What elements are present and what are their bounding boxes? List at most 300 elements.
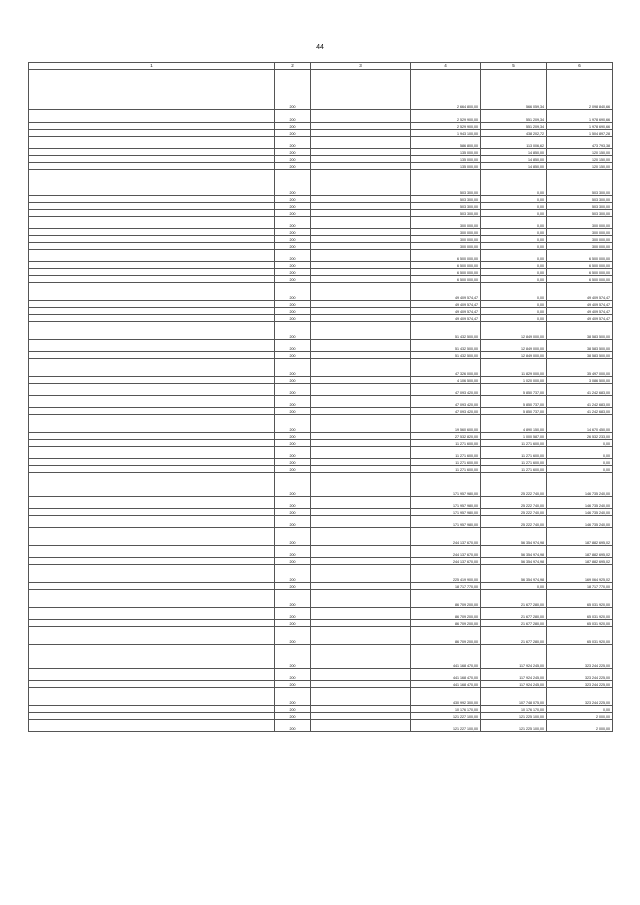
cell-approved: 503 300,00 xyxy=(411,203,481,210)
cell-executed: 0,00 xyxy=(481,283,547,301)
cell-description xyxy=(29,440,275,447)
cell-line-code: 200 xyxy=(275,352,311,359)
cell-line-code: 200 xyxy=(275,688,311,706)
cell-remaining: 2 000,00 xyxy=(547,720,613,732)
cell-classification-code xyxy=(311,713,411,720)
cell-remaining: 0,00 xyxy=(547,440,613,447)
cell-line-code: 200 xyxy=(275,203,311,210)
cell-remaining: 35 497 000,00 xyxy=(547,359,613,377)
cell-classification-code xyxy=(311,170,411,196)
cell-executed: 0,00 xyxy=(481,269,547,276)
cell-description xyxy=(29,352,275,359)
table-row xyxy=(29,137,613,149)
cell-description xyxy=(29,509,275,516)
cell-remaining: 38 583 500,00 xyxy=(547,340,613,352)
cell-classification-code xyxy=(311,583,411,590)
cell-classification-code xyxy=(311,377,411,384)
cell-description xyxy=(29,203,275,210)
cell-line-code: 200 xyxy=(275,229,311,236)
cell-description xyxy=(29,706,275,713)
cell-description xyxy=(29,236,275,243)
table-row xyxy=(29,608,613,620)
cell-executed: 14 850,00 xyxy=(481,149,547,156)
cell-remaining: 6 500 000,00 xyxy=(547,262,613,269)
cell-description xyxy=(29,415,275,433)
cell-remaining: 65 031 920,00 xyxy=(547,590,613,608)
cell-line-code: 200 xyxy=(275,608,311,620)
cell-executed: 25 222 740,00 xyxy=(481,509,547,516)
cell-description xyxy=(29,269,275,276)
table-row xyxy=(29,415,613,433)
cell-remaining: 3 086 500,00 xyxy=(547,377,613,384)
cell-remaining: 187 882 695,02 xyxy=(547,558,613,565)
cell-classification-code xyxy=(311,565,411,583)
cell-line-code: 200 xyxy=(275,466,311,473)
cell-description xyxy=(29,720,275,732)
cell-classification-code xyxy=(311,156,411,163)
cell-approved: 4 106 500,00 xyxy=(411,377,481,384)
cell-classification-code xyxy=(311,546,411,558)
cell-description xyxy=(29,447,275,459)
cell-approved: 503 300,00 xyxy=(411,210,481,217)
cell-executed: 121 225 100,00 xyxy=(481,720,547,732)
cell-classification-code xyxy=(311,408,411,415)
cell-remaining: 323 244 225,00 xyxy=(547,645,613,669)
cell-line-code: 200 xyxy=(275,583,311,590)
table-row xyxy=(29,377,613,384)
cell-approved: 51 432 500,00 xyxy=(411,352,481,359)
cell-line-code: 200 xyxy=(275,558,311,565)
cell-description xyxy=(29,466,275,473)
cell-description xyxy=(29,688,275,706)
header-cell-remaining: 6 xyxy=(547,63,613,70)
cell-classification-code xyxy=(311,308,411,315)
cell-line-code: 200 xyxy=(275,130,311,137)
cell-remaining: 323 244 225,00 xyxy=(547,669,613,681)
cell-approved: 49 409 574,47 xyxy=(411,283,481,301)
cell-description xyxy=(29,262,275,269)
cell-executed: 12 849 000,00 xyxy=(481,322,547,340)
cell-executed: 5 850 737,00 xyxy=(481,396,547,408)
table-row xyxy=(29,156,613,163)
cell-description xyxy=(29,243,275,250)
table-row xyxy=(29,359,613,377)
cell-approved: 6 500 000,00 xyxy=(411,262,481,269)
cell-description xyxy=(29,210,275,217)
cell-description xyxy=(29,546,275,558)
cell-remaining: 65 031 920,00 xyxy=(547,608,613,620)
cell-description xyxy=(29,565,275,583)
cell-remaining: 503 300,00 xyxy=(547,203,613,210)
cell-approved: 47 326 000,00 xyxy=(411,359,481,377)
cell-remaining: 49 409 574,47 xyxy=(547,301,613,308)
cell-line-code: 200 xyxy=(275,447,311,459)
cell-classification-code xyxy=(311,196,411,203)
table-row xyxy=(29,283,613,301)
table-row xyxy=(29,706,613,713)
cell-description xyxy=(29,301,275,308)
table-row xyxy=(29,565,613,583)
cell-remaining: 49 409 574,47 xyxy=(547,283,613,301)
cell-approved: 300 000,00 xyxy=(411,236,481,243)
cell-description xyxy=(29,110,275,123)
cell-classification-code xyxy=(311,466,411,473)
cell-executed: 10 176 170,00 xyxy=(481,706,547,713)
table-row xyxy=(29,440,613,447)
cell-classification-code xyxy=(311,528,411,546)
header-cell-line-code: 2 xyxy=(275,63,311,70)
cell-approved: 86 709 200,00 xyxy=(411,590,481,608)
cell-remaining: 300 000,00 xyxy=(547,236,613,243)
cell-remaining: 146 735 240,00 xyxy=(547,497,613,509)
cell-remaining: 18 717 770,00 xyxy=(547,583,613,590)
cell-description xyxy=(29,156,275,163)
table-row xyxy=(29,70,613,110)
cell-executed: 5 850 737,00 xyxy=(481,408,547,415)
cell-executed: 56 354 974,98 xyxy=(481,558,547,565)
cell-remaining: 1 504 897,28 xyxy=(547,130,613,137)
cell-approved: 18 717 770,00 xyxy=(411,583,481,590)
cell-remaining: 120 150,00 xyxy=(547,156,613,163)
cell-classification-code xyxy=(311,301,411,308)
cell-description xyxy=(29,459,275,466)
cell-line-code: 200 xyxy=(275,137,311,149)
table-row xyxy=(29,583,613,590)
cell-classification-code xyxy=(311,276,411,283)
table-row xyxy=(29,528,613,546)
cell-executed: 0,00 xyxy=(481,243,547,250)
cell-executed: 25 222 740,00 xyxy=(481,497,547,509)
cell-remaining: 503 300,00 xyxy=(547,210,613,217)
cell-executed: 121 225 100,00 xyxy=(481,713,547,720)
cell-line-code: 200 xyxy=(275,322,311,340)
cell-executed: 551 209,34 xyxy=(481,123,547,130)
cell-description xyxy=(29,590,275,608)
table-row xyxy=(29,681,613,688)
cell-approved: 6 500 000,00 xyxy=(411,269,481,276)
cell-line-code: 200 xyxy=(275,713,311,720)
cell-line-code: 200 xyxy=(275,276,311,283)
cell-description xyxy=(29,669,275,681)
cell-description xyxy=(29,308,275,315)
table-row xyxy=(29,620,613,627)
table-row xyxy=(29,163,613,170)
cell-executed: 113 006,62 xyxy=(481,137,547,149)
cell-executed: 25 222 740,00 xyxy=(481,516,547,528)
cell-executed: 21 677 280,00 xyxy=(481,608,547,620)
cell-classification-code xyxy=(311,384,411,396)
table-row xyxy=(29,262,613,269)
cell-description xyxy=(29,583,275,590)
cell-approved: 441 168 470,00 xyxy=(411,669,481,681)
cell-remaining: 49 409 574,47 xyxy=(547,308,613,315)
cell-classification-code xyxy=(311,236,411,243)
cell-description xyxy=(29,516,275,528)
cell-executed: 56 354 974,98 xyxy=(481,546,547,558)
cell-description xyxy=(29,497,275,509)
cell-approved: 2 529 900,00 xyxy=(411,123,481,130)
table-row xyxy=(29,645,613,669)
cell-line-code: 200 xyxy=(275,149,311,156)
cell-remaining: 473 793,38 xyxy=(547,137,613,149)
cell-line-code: 200 xyxy=(275,110,311,123)
cell-description xyxy=(29,713,275,720)
cell-approved: 586 800,00 xyxy=(411,137,481,149)
cell-executed: 0,00 xyxy=(481,250,547,262)
cell-executed: 5 850 737,00 xyxy=(481,384,547,396)
cell-executed: 11 829 000,00 xyxy=(481,359,547,377)
cell-description xyxy=(29,558,275,565)
cell-classification-code xyxy=(311,352,411,359)
cell-executed: 107 748 075,00 xyxy=(481,688,547,706)
cell-executed: 0,00 xyxy=(481,210,547,217)
cell-approved: 121 227 100,00 xyxy=(411,720,481,732)
cell-classification-code xyxy=(311,283,411,301)
table-row xyxy=(29,627,613,645)
cell-executed: 1 000 587,00 xyxy=(481,433,547,440)
cell-approved: 171 957 980,00 xyxy=(411,516,481,528)
cell-approved: 11 271 600,00 xyxy=(411,440,481,447)
cell-approved: 430 992 300,00 xyxy=(411,688,481,706)
cell-line-code: 200 xyxy=(275,590,311,608)
cell-line-code: 200 xyxy=(275,359,311,377)
cell-line-code: 200 xyxy=(275,269,311,276)
table-row xyxy=(29,340,613,352)
table-row xyxy=(29,130,613,137)
cell-remaining: 2 000,00 xyxy=(547,713,613,720)
cell-classification-code xyxy=(311,706,411,713)
cell-remaining: 6 500 000,00 xyxy=(547,250,613,262)
cell-line-code: 200 xyxy=(275,516,311,528)
cell-approved: 47 093 420,00 xyxy=(411,408,481,415)
cell-executed: 11 271 600,00 xyxy=(481,459,547,466)
cell-line-code: 200 xyxy=(275,163,311,170)
cell-remaining: 503 300,00 xyxy=(547,170,613,196)
cell-approved: 47 093 420,00 xyxy=(411,384,481,396)
table-row xyxy=(29,123,613,130)
cell-remaining: 1 978 690,66 xyxy=(547,123,613,130)
cell-classification-code xyxy=(311,149,411,156)
table-row xyxy=(29,315,613,322)
table-row xyxy=(29,301,613,308)
cell-description xyxy=(29,528,275,546)
table-row xyxy=(29,203,613,210)
table-row xyxy=(29,269,613,276)
cell-classification-code xyxy=(311,415,411,433)
cell-executed: 117 924 245,00 xyxy=(481,681,547,688)
cell-approved: 86 709 200,00 xyxy=(411,627,481,645)
cell-executed: 117 924 245,00 xyxy=(481,645,547,669)
cell-executed: 0,00 xyxy=(481,196,547,203)
cell-executed: 0,00 xyxy=(481,583,547,590)
table-row xyxy=(29,276,613,283)
cell-approved: 441 168 470,00 xyxy=(411,681,481,688)
table-row xyxy=(29,497,613,509)
cell-description xyxy=(29,433,275,440)
cell-executed: 11 271 600,00 xyxy=(481,447,547,459)
cell-executed: 0,00 xyxy=(481,301,547,308)
cell-classification-code xyxy=(311,262,411,269)
table-row xyxy=(29,229,613,236)
cell-classification-code xyxy=(311,440,411,447)
cell-approved: 11 271 600,00 xyxy=(411,459,481,466)
cell-classification-code xyxy=(311,203,411,210)
cell-remaining: 6 500 000,00 xyxy=(547,269,613,276)
cell-executed: 0,00 xyxy=(481,315,547,322)
cell-description xyxy=(29,137,275,149)
cell-remaining: 146 735 240,00 xyxy=(547,509,613,516)
cell-executed: 56 354 974,98 xyxy=(481,565,547,583)
cell-line-code: 200 xyxy=(275,210,311,217)
table-row xyxy=(29,713,613,720)
table-row xyxy=(29,217,613,229)
cell-line-code: 200 xyxy=(275,396,311,408)
cell-remaining: 146 735 240,00 xyxy=(547,516,613,528)
cell-classification-code xyxy=(311,359,411,377)
table-row xyxy=(29,546,613,558)
cell-remaining: 146 735 240,00 xyxy=(547,473,613,497)
cell-approved: 135 000,00 xyxy=(411,149,481,156)
cell-classification-code xyxy=(311,509,411,516)
cell-approved: 49 409 574,47 xyxy=(411,308,481,315)
cell-approved: 86 709 200,00 xyxy=(411,620,481,627)
table-row xyxy=(29,459,613,466)
cell-approved: 51 432 500,00 xyxy=(411,322,481,340)
table-row xyxy=(29,110,613,123)
cell-line-code: 200 xyxy=(275,645,311,669)
cell-executed: 11 271 600,00 xyxy=(481,440,547,447)
cell-approved: 51 432 500,00 xyxy=(411,340,481,352)
table-row xyxy=(29,466,613,473)
table-row xyxy=(29,243,613,250)
cell-approved: 49 409 574,47 xyxy=(411,315,481,322)
cell-approved: 244 137 670,00 xyxy=(411,528,481,546)
cell-description xyxy=(29,217,275,229)
table-row xyxy=(29,308,613,315)
cell-executed: 21 677 280,00 xyxy=(481,620,547,627)
cell-remaining: 300 000,00 xyxy=(547,229,613,236)
cell-line-code: 200 xyxy=(275,497,311,509)
cell-description xyxy=(29,123,275,130)
cell-approved: 244 137 670,00 xyxy=(411,558,481,565)
cell-remaining: 169 064 925,02 xyxy=(547,565,613,583)
cell-approved: 441 168 470,00 xyxy=(411,645,481,669)
cell-executed: 21 677 280,00 xyxy=(481,590,547,608)
cell-line-code: 200 xyxy=(275,283,311,301)
table-row xyxy=(29,210,613,217)
cell-line-code: 200 xyxy=(275,415,311,433)
cell-remaining: 323 244 225,00 xyxy=(547,681,613,688)
table-row xyxy=(29,509,613,516)
cell-approved: 49 409 574,47 xyxy=(411,301,481,308)
cell-remaining: 503 300,00 xyxy=(547,196,613,203)
cell-description xyxy=(29,608,275,620)
cell-classification-code xyxy=(311,110,411,123)
cell-classification-code xyxy=(311,497,411,509)
cell-executed: 0,00 xyxy=(481,308,547,315)
cell-line-code: 200 xyxy=(275,315,311,322)
cell-description xyxy=(29,163,275,170)
cell-approved: 11 271 600,00 xyxy=(411,466,481,473)
cell-approved: 1 943 100,00 xyxy=(411,130,481,137)
cell-classification-code xyxy=(311,433,411,440)
cell-classification-code xyxy=(311,217,411,229)
cell-approved: 19 560 600,00 xyxy=(411,415,481,433)
cell-line-code: 200 xyxy=(275,250,311,262)
cell-executed: 0,00 xyxy=(481,262,547,269)
cell-executed: 0,00 xyxy=(481,236,547,243)
cell-remaining: 0,00 xyxy=(547,459,613,466)
cell-description xyxy=(29,322,275,340)
cell-description xyxy=(29,70,275,110)
cell-description xyxy=(29,384,275,396)
cell-executed: 117 924 245,00 xyxy=(481,669,547,681)
table-row xyxy=(29,688,613,706)
cell-remaining: 300 000,00 xyxy=(547,217,613,229)
table-row xyxy=(29,236,613,243)
table-row xyxy=(29,558,613,565)
cell-approved: 121 227 100,00 xyxy=(411,713,481,720)
table-row xyxy=(29,447,613,459)
cell-executed: 1 020 000,00 xyxy=(481,377,547,384)
cell-remaining: 0,00 xyxy=(547,447,613,459)
header-cell-classification-code: 3 xyxy=(311,63,411,70)
cell-classification-code xyxy=(311,669,411,681)
cell-classification-code xyxy=(311,250,411,262)
cell-executed: 0,00 xyxy=(481,229,547,236)
cell-remaining: 41 242 683,00 xyxy=(547,396,613,408)
table-row xyxy=(29,408,613,415)
cell-executed: 551 209,34 xyxy=(481,110,547,123)
cell-remaining: 120 150,00 xyxy=(547,149,613,156)
cell-classification-code xyxy=(311,645,411,669)
cell-remaining: 6 500 000,00 xyxy=(547,276,613,283)
cell-executed: 0,00 xyxy=(481,276,547,283)
cell-remaining: 14 670 450,00 xyxy=(547,415,613,433)
page-number: 44 xyxy=(316,44,324,51)
cell-executed: 4 890 150,00 xyxy=(481,415,547,433)
cell-approved: 171 957 980,00 xyxy=(411,497,481,509)
cell-line-code: 200 xyxy=(275,706,311,713)
cell-remaining: 187 882 695,02 xyxy=(547,546,613,558)
cell-line-code: 200 xyxy=(275,123,311,130)
cell-classification-code xyxy=(311,315,411,322)
cell-line-code: 200 xyxy=(275,433,311,440)
cell-executed: 0,00 xyxy=(481,217,547,229)
cell-classification-code xyxy=(311,229,411,236)
header-cell-description: 1 xyxy=(29,63,275,70)
cell-classification-code xyxy=(311,269,411,276)
cell-approved: 300 000,00 xyxy=(411,217,481,229)
cell-classification-code xyxy=(311,608,411,620)
cell-remaining: 187 882 695,02 xyxy=(547,528,613,546)
cell-executed: 0,00 xyxy=(481,170,547,196)
cell-remaining: 65 031 920,00 xyxy=(547,627,613,645)
cell-line-code: 200 xyxy=(275,170,311,196)
cell-approved: 11 271 600,00 xyxy=(411,447,481,459)
cell-executed: 12 849 000,00 xyxy=(481,340,547,352)
cell-line-code: 200 xyxy=(275,459,311,466)
cell-approved: 171 957 980,00 xyxy=(411,473,481,497)
cell-remaining: 26 532 233,00 xyxy=(547,433,613,440)
cell-description xyxy=(29,377,275,384)
cell-approved: 244 137 670,00 xyxy=(411,546,481,558)
cell-executed: 21 677 280,00 xyxy=(481,627,547,645)
cell-description xyxy=(29,408,275,415)
cell-approved: 300 000,00 xyxy=(411,229,481,236)
cell-description xyxy=(29,627,275,645)
cell-approved: 225 419 900,00 xyxy=(411,565,481,583)
